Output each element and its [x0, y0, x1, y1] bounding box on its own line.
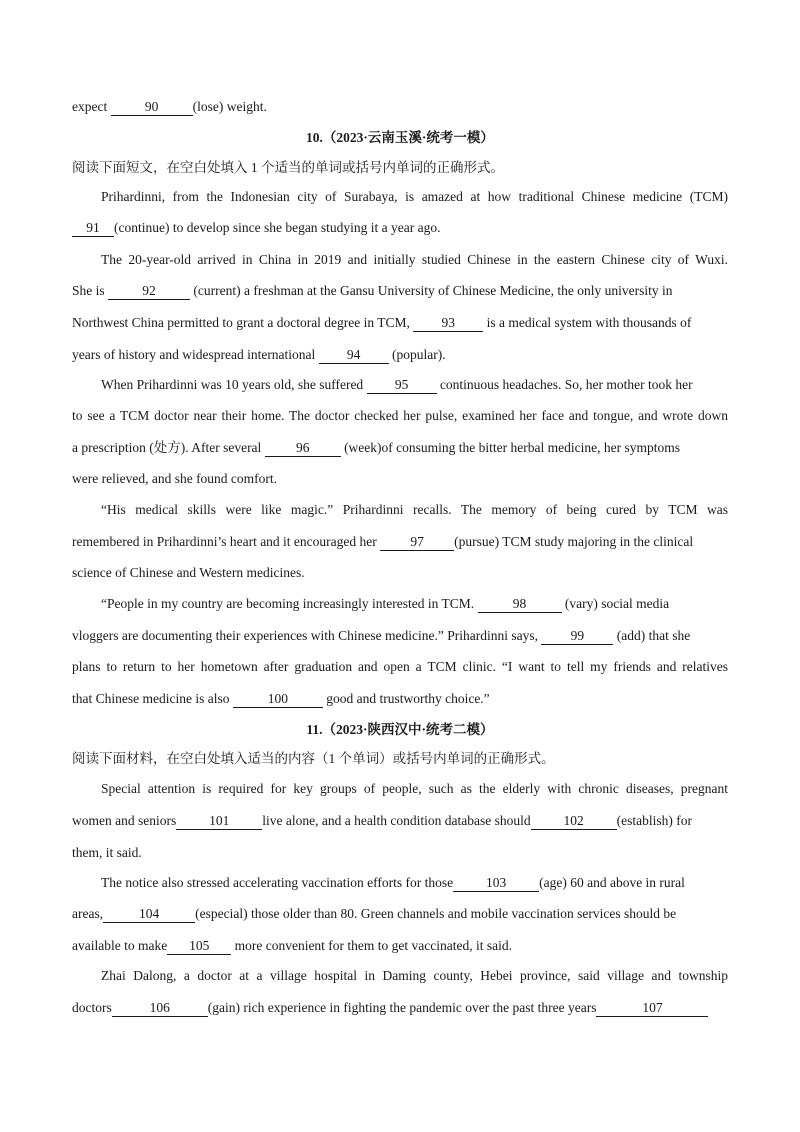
blank-97[interactable]: 97: [380, 534, 454, 551]
text-line: them, it said.: [72, 845, 142, 860]
blank-105[interactable]: 105: [167, 938, 231, 955]
text-line: a prescription (处方). After several 96 (week)of consuming the bitter herbal medicine, her symptoms: [72, 440, 680, 455]
text-line: science of Chinese and Western medicines.: [72, 565, 305, 580]
instruction-10: 阅读下面短文，在空白处填入 1 个适当的单词或括号内单词的正确形式。: [72, 160, 504, 175]
text-line: “People in my country are becoming increasingly interested in TCM. 98 (vary) social media: [101, 596, 670, 611]
text-line: available to make 105 more convenient for them to get vaccinated, it said.: [72, 938, 512, 953]
text-line: “His medical skills were like magic.” Prihardinni recalls. The memory of being cured by TCM was: [101, 502, 728, 517]
text-line: The 20-year-old arrived in China in 2019 and initially studied Chinese in the eastern Chinese city of Wuxi.: [101, 252, 728, 267]
blank-90[interactable]: 90: [111, 99, 193, 116]
text-line: plans to return to her hometown after graduation and open a TCM clinic. “I want to tell my friends and relatives: [72, 659, 728, 674]
text-line: to see a TCM doctor near their home. The doctor checked her pulse, examined her face and tongue, and wrote down: [72, 408, 728, 423]
text-line: were relieved, and she found comfort.: [72, 471, 278, 486]
text-line: expect 90 (lose) weight.: [72, 99, 267, 114]
blank-94[interactable]: 94: [319, 347, 389, 364]
text-line: vloggers are documenting their experiences with Chinese medicine.” Prihardinni says, 99 (add) that she: [72, 628, 691, 643]
blank-102[interactable]: 102: [531, 813, 617, 830]
blank-101[interactable]: 101: [176, 813, 262, 830]
blank-103[interactable]: 103: [453, 875, 539, 892]
text-line: Special attention is required for key groups of people, such as the elderly with chronic diseases, pregnant: [101, 781, 728, 796]
text-line: women and seniors 101 live alone, and a health condition database should 102 (establish) for: [72, 813, 693, 828]
text-line: areas, 104 (especial) those older than 80. Green channels and mobile vaccination services should be: [72, 906, 677, 921]
text-line: years of history and widespread international 94 (popular).: [72, 347, 446, 362]
text-line: She is 92 (current) a freshman at the Gansu University of Chinese Medicine, the only university in: [72, 283, 673, 298]
text-line: When Prihardinni was 10 years old, she suffered 95 continuous headaches. So, her mother took her: [101, 377, 693, 392]
text-line: Prihardinni, from the Indonesian city of Surabaya, is amazed at how traditional Chinese medicine (TCM): [101, 189, 728, 204]
blank-96[interactable]: 96: [265, 440, 341, 457]
blank-106[interactable]: 106: [112, 1000, 208, 1017]
blank-100[interactable]: 100: [233, 691, 323, 708]
blank-91[interactable]: 91: [72, 220, 114, 237]
blank-93[interactable]: 93: [413, 315, 483, 332]
question-heading-11: 11.（2023·陕西汉中·统考二模）: [306, 722, 494, 737]
blank-92[interactable]: 92: [108, 283, 190, 300]
blank-95[interactable]: 95: [367, 377, 437, 394]
question-heading-10: 10.（2023·云南玉溪·统考一模）: [306, 130, 494, 145]
text-line: doctors 106 (gain) rich experience in fighting the pandemic over the past three years 107: [72, 998, 728, 1018]
blank-107[interactable]: 107: [596, 1000, 708, 1017]
text-line: Northwest China permitted to grant a doctoral degree in TCM, 93 is a medical system with thousands of: [72, 315, 692, 330]
blank-99[interactable]: 99: [541, 628, 613, 645]
text-line: 91 (continue) to develop since she began studying it a year ago.: [72, 218, 728, 238]
instruction-11: 阅读下面材料，在空白处填入适当的内容（1 个单词）或括号内单词的正确形式。: [72, 751, 555, 766]
blank-98[interactable]: 98: [478, 596, 562, 613]
text-line: Zhai Dalong, a doctor at a village hospital in Daming county, Hebei province, said village and township: [101, 968, 728, 983]
text-line: that Chinese medicine is also 100 good and trustworthy choice.”: [72, 691, 490, 706]
text-line: remembered in Prihardinni’s heart and it encouraged her 97 (pursue) TCM study majoring in the clinical: [72, 534, 694, 549]
blank-104[interactable]: 104: [103, 906, 195, 923]
text-line: The notice also stressed accelerating vaccination efforts for those 103 (age) 60 and above in rural: [101, 875, 685, 890]
